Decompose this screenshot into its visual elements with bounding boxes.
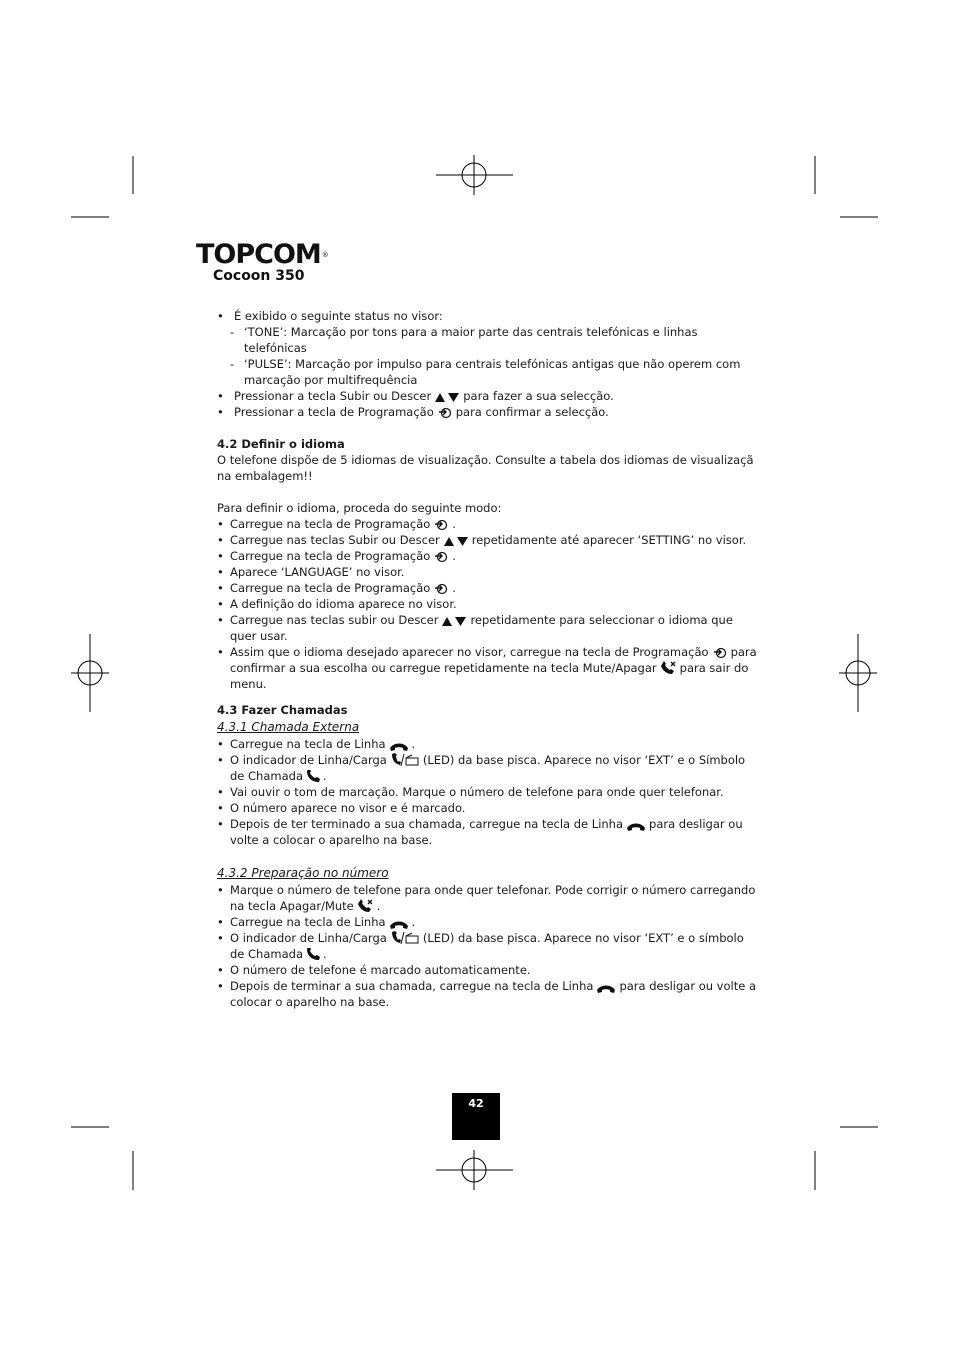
page-number-box — [452, 1093, 500, 1140]
programming-key-icon — [433, 581, 449, 595]
call-symbol-icon — [306, 948, 320, 961]
programming-key-icon — [437, 405, 453, 419]
list-item: • Depois de ter terminado a sua chamada, carregue na tecla de Linha para desligar ou volte a colocar o aparelho na base. — [217, 816, 757, 848]
line-key-handset-icon — [389, 919, 409, 929]
registered-mark: ® — [321, 251, 329, 259]
manual-content — [217, 308, 757, 1010]
section-heading-4-2: 4.2 Definir o idioma — [217, 437, 345, 451]
intro-steps — [217, 388, 757, 420]
line-charge-led-icon — [390, 752, 420, 767]
number-preparation-steps — [217, 882, 757, 1010]
dial-mode-list — [217, 324, 757, 388]
programming-key-icon — [712, 645, 728, 659]
paragraph: O telefone dispõe de 5 idiomas de visualização. Consulte a tabela dos idiomas de visualizaçã na embalagem!! — [217, 453, 754, 483]
list-item: • Depois de terminar a sua chamada, carregue na tecla de Linha para desligar ou volte a colocar o aparelho na base. — [217, 978, 757, 1010]
brand-logo — [196, 240, 329, 270]
list-item: • Carregue na tecla de Linha . — [217, 914, 757, 930]
list-item: • O número de telefone é marcado automaticamente. — [217, 962, 757, 978]
programming-key-icon — [433, 517, 449, 531]
list-item: • É exibido o seguinte status no visor: — [217, 308, 757, 324]
up-down-arrow-keys-icon — [443, 535, 469, 547]
list-item: • Carregue na tecla de Programação . — [217, 516, 757, 532]
call-symbol-icon — [306, 770, 320, 783]
mute-delete-key-icon — [357, 899, 374, 913]
list-item: • Carregue na tecla de Linha . — [217, 736, 757, 752]
list-item: - ‘TONE’: Marcação por tons para a maior parte das centrais telefónicas e linhas telefónicas — [217, 324, 757, 356]
list-item: • Pressionar a tecla Subir ou Descer para fazer a sua selecção. — [217, 388, 757, 404]
list-item: • Carregue nas teclas Subir ou Descer repetidamente até aparecer ‘SETTING’ no visor. — [217, 532, 757, 548]
line-charge-led-icon — [390, 930, 420, 945]
list-item: • Aparece ‘LANGUAGE’ no visor. — [217, 564, 757, 580]
programming-key-icon — [433, 549, 449, 563]
mute-delete-key-icon — [660, 661, 677, 675]
list-item: • Carregue na tecla de Programação . — [217, 548, 757, 564]
line-key-handset-icon — [596, 983, 616, 993]
subsection-heading-4-3-2: 4.3.2 Preparação no número — [217, 866, 389, 880]
intro-list — [217, 308, 757, 324]
list-item: • Carregue nas teclas subir ou Descer repetidamente para seleccionar o idioma que quer usar. — [217, 612, 757, 644]
list-item: • O número aparece no visor e é marcado. — [217, 800, 757, 816]
page-number: 42 — [468, 1097, 484, 1110]
language-steps-list — [217, 516, 757, 692]
model-name: Cocoon 350 — [213, 268, 305, 284]
list-item: • O indicador de Linha/Carga (LED) da base pisca. Aparece no visor ‘EXT’ e o Símbolo de Chamada . — [217, 752, 757, 784]
paragraph: Para definir o idioma, proceda do seguinte modo: — [217, 501, 502, 515]
line-key-handset-icon — [626, 821, 646, 831]
line-key-handset-icon — [389, 741, 409, 751]
up-down-arrow-keys-icon — [434, 391, 460, 403]
list-item: • Vai ouvir o tom de marcação. Marque o número de telefone para onde quer telefonar. — [217, 784, 757, 800]
subsection-heading-4-3-1: 4.3.1 Chamada Externa — [217, 720, 360, 734]
list-item: • Assim que o idioma desejado aparecer no visor, carregue na tecla de Programação para confirmar a sua escolha ou carregue repetidamente na tecla Mute/Apagar para sair do menu. — [217, 644, 757, 692]
section-heading-4-3: 4.3 Fazer Chamadas — [217, 703, 348, 717]
brand-name: TOPCOM — [196, 239, 321, 270]
list-item: • Marque o número de telefone para onde quer telefonar. Pode corrigir o número carregando na tecla Apagar/Mute . — [217, 882, 757, 914]
external-call-steps — [217, 736, 757, 848]
up-down-arrow-keys-icon — [441, 615, 467, 627]
list-item: • Pressionar a tecla de Programação para confirmar a selecção. — [217, 404, 757, 420]
list-item: • O indicador de Linha/Carga (LED) da base pisca. Aparece no visor ‘EXT’ e o símbolo de Chamada . — [217, 930, 757, 962]
list-item: - ‘PULSE’: Marcação por impulso para centrais telefónicas antigas que não operem com marcação por multifrequência — [217, 356, 757, 388]
list-item: • A definição do idioma aparece no visor. — [217, 596, 757, 612]
list-item: • Carregue na tecla de Programação . — [217, 580, 757, 596]
